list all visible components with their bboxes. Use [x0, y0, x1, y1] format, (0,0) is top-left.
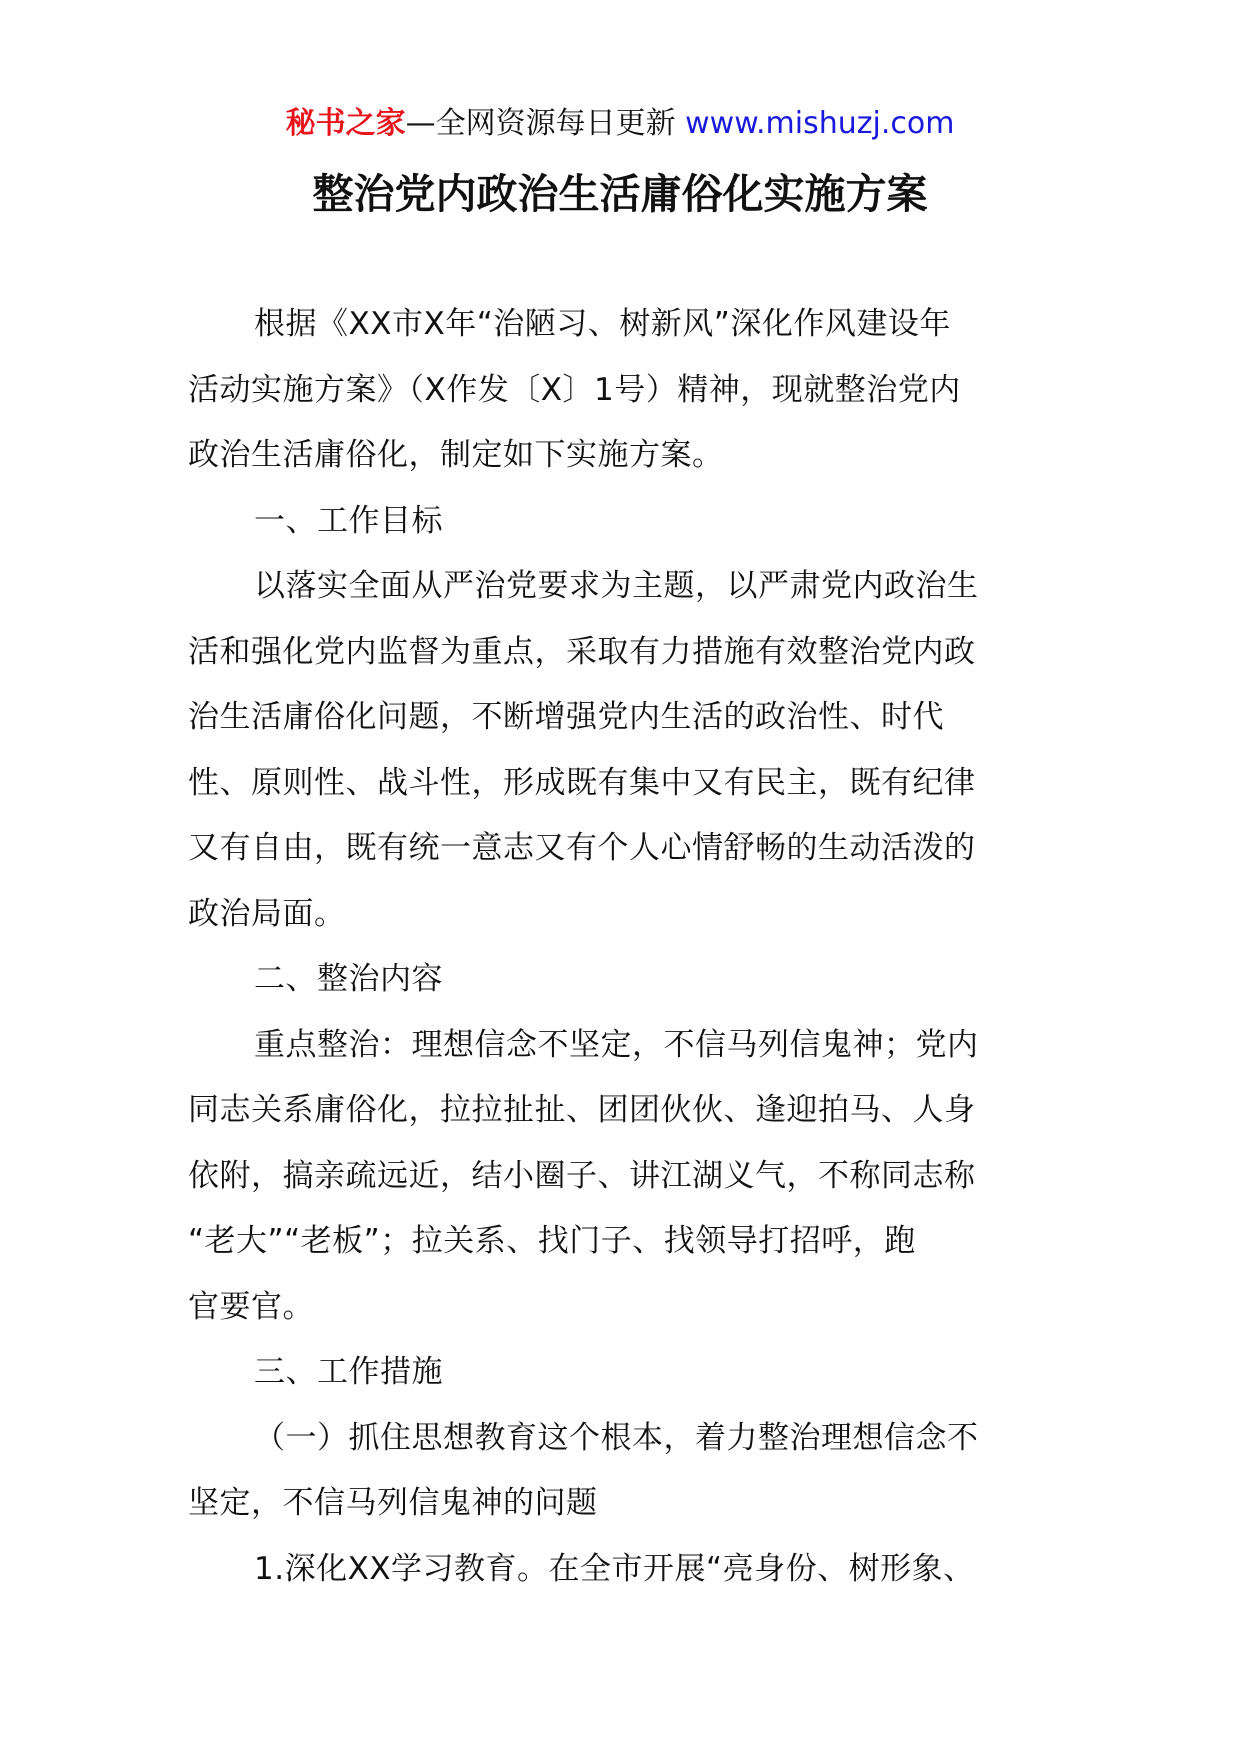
body-line: （一）抓住思想教育这个根本，着力整治理想信念不	[254, 1419, 979, 1456]
body-line: 1.深化XX学习教育。在全市开展“亮身份、树形象、	[254, 1550, 975, 1587]
body-line: 重点整治：理想信念不坚定，不信马列信鬼神；党内	[254, 1026, 979, 1063]
body-line: 治生活庸俗化问题，不断增强党内生活的政治性、时代	[188, 699, 944, 735]
site-url-link[interactable]: www.mishuzj.com	[685, 106, 955, 141]
body-line: 三、工作措施	[254, 1354, 443, 1390]
brand-name: 秘书之家	[285, 106, 406, 141]
body-line: 根据《XX市X年“治陋习、树新风”深化作风建设年	[254, 306, 951, 342]
site-header	[0, 100, 1240, 148]
body-line: 同志关系庸俗化，拉拉扯扯、团团伙伙、逢迎拍马、人身	[188, 1092, 976, 1128]
body-line: 坚定，不信马列信鬼神的问题	[188, 1485, 598, 1521]
body-line: 官要官。	[188, 1288, 314, 1325]
body-line: 政治局面。	[188, 895, 346, 932]
body-line: 性、原则性、战斗性，形成既有集中又有民主，既有纪律	[188, 764, 976, 801]
header-slogan: —全网资源每日更新	[405, 106, 676, 141]
body-line: 活动实施方案》（X作发〔X〕1号）精神，现就整治党内	[188, 371, 961, 408]
document-body	[188, 292, 1056, 1602]
body-line: 一、工作目标	[254, 502, 443, 539]
document-title: 整治党内政治生活庸俗化实施方案	[312, 170, 928, 218]
body-line: 政治生活庸俗化，制定如下实施方案。	[188, 437, 724, 473]
body-line: 依附，搞亲疏远近，结小圈子、讲江湖义气，不称同志称	[188, 1157, 976, 1194]
body-line: “老大”“老板”；拉关系、找门子、找领导打招呼，跑	[188, 1223, 916, 1259]
body-line: 二、整治内容	[254, 961, 443, 997]
body-line: 活和强化党内监督为重点，采取有力措施有效整治党内政	[188, 633, 976, 670]
body-line: 以落实全面从严治党要求为主题，以严肃党内政治生	[254, 568, 979, 604]
body-line: 又有自由，既有统一意志又有个人心情舒畅的生动活泼的	[188, 830, 976, 866]
